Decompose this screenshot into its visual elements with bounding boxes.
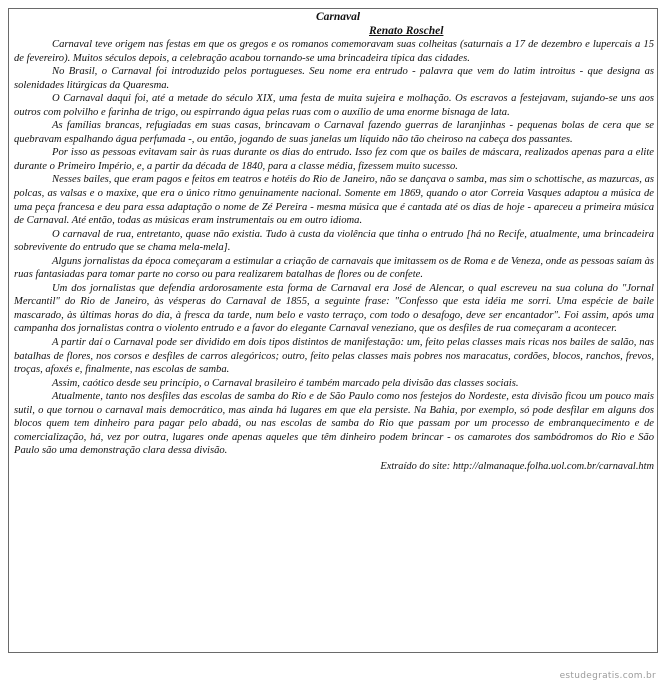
- author-name: Renato Roschel: [369, 25, 444, 37]
- document-body: [14, 10, 654, 474]
- paragraph-9: Um dos jornalistas que defendia ardorosamente esta forma de Carnaval era José de Alencar, o qual escreveu na sua coluna do "Jornal Mercantil" do Rio de Janeiro, às vésperas do Carnaval de 1855, a seguinte frase: "Confesso que esta idéia me sorri. Uma espécie de baile mascarado, às últimas horas do dia, à fresca da tarde, num belo e vasto terraço, com todo o desafogo, deve ser encantador". Foi assim, após uma campanha dos jornalistas contra o violento entrudo e a favor do elegante Carnaval veneziano, que os desfiles de rua começaram a acontecer.: [14, 282, 654, 335]
- paragraph-3: O Carnaval daqui foi, até a metade do século XIX, uma festa de muita sujeira e molhação. Os escravos a festejavam, sujando-se uns aos outros com polvilho e farinha de trigo, ou espirrando água pelas ruas com o auxílio de uma enorme bisnaga de lata.: [14, 93, 654, 118]
- paragraph-4: As famílias brancas, refugiadas em suas casas, brincavam o Carnaval fazendo guerras de laranjinhas - pequenas bolas de cera que se quebravam espalhando água perfumada -, ou então, jogando de suas janelas um líquido não tão cheiroso na cabeça dos passantes.: [14, 120, 654, 145]
- paragraph-5: Por isso as pessoas evitavam sair às ruas durante os dias do entrudo. Isso fez com que os bailes de máscara, realizados apenas para a elite durante o Primeiro Império, e, a partir da década de 1840, para a classe média, fizessem muito sucesso.: [14, 147, 654, 172]
- paragraph-6: Nesses bailes, que eram pagos e feitos em teatros e hotéis do Rio de Janeiro, não se dançava o samba, mas sim o schottische, as mazurcas, as polcas, as valsas e o maxixe, que era o único ritmo genuinamente nacional. Somente em 1869, quando o ator Correia Vasques adaptou a música de uma peça francesa e deu para essa adaptação o nome de Zé Pereira - mesma música que é cantada até os dias de hoje - apareceu a primeira música de Carnaval. Até então, todas as músicas eram instrumentais ou em outro idioma.: [14, 174, 654, 227]
- paragraph-11: Assim, caótico desde seu princípio, o Carnaval brasileiro é também marcado pela divisão das classes sociais.: [52, 377, 519, 389]
- source-credit: Extraído do site: http://almanaque.folha.uol.com.br/carnaval.htm: [380, 460, 654, 472]
- paragraph-7: O carnaval de rua, entretanto, quase não existia. Tudo à custa da violência que tinha o entrudo [há no Recife, atualmente, uma brincadeira sobrevivente do entrudo que se chama mela-mela].: [14, 228, 654, 254]
- document-author: [14, 24, 654, 38]
- paragraph-8: Alguns jornalistas da época começaram a estimular a criação de carnavais que imitassem os de Roma e de Veneza, onde as pessoas saíam às ruas fantasiadas para tomar parte no corso ou para realizarem batalhas de flores ou de confete.: [14, 255, 655, 281]
- paragraph-10: A partir daí o Carnaval pode ser dividido em dois tipos distintos de manifestação: um, feito pelas classes mais ricas nos bailes de salão, nas batalhas de flores, nos corsos e desfiles de carros alegóricos; outro, feito pelas classes mais pobres nos maracatus, cordões, blocos, ranchos, frevos, troças, afoxés e, finalmente, nas escolas de samba.: [14, 337, 654, 376]
- paragraph-12: Atualmente, tanto nos desfiles das escolas de samba do Rio e de São Paulo como nos festejos do Nordeste, esta divisão ficou um pouco mais sutil, o que tornou o carnaval mais democrático, mas ainda há lugares em que ela persiste. Na Bahia, por exemplo, só pode desfilar em alguns dos blocos quem tem dinheiro para pagar pelo abadá, ou nas escolas de samba do Rio que passam por um processo de embranquecimento e de comercialização, há, vez por outra, lugares onde apenas aqueles que têm dinheiro podem brincar - os camarotes dos sambódromos do Rio e São Paulo são uma demonstração clara dessa divisão.: [14, 391, 654, 457]
- site-watermark: estudegratis.com.br: [559, 671, 656, 681]
- paragraph-2: No Brasil, o Carnaval foi introduzido pelos portugueses. Seu nome era entrudo - palavra que vem do latim introitus - que designa as solenidades litúrgicas da Quaresma.: [14, 66, 654, 91]
- paragraph-1: Carnaval teve origem nas festas em que os gregos e os romanos comemoravam suas colheitas (saturnais a 17 de dezembro e lupercais a 15 de fevereiro). Muitos séculos depois, a celebração acabou tornando-se uma brincadeira típica das cidades.: [14, 39, 654, 64]
- document-title: Carnaval: [316, 11, 361, 23]
